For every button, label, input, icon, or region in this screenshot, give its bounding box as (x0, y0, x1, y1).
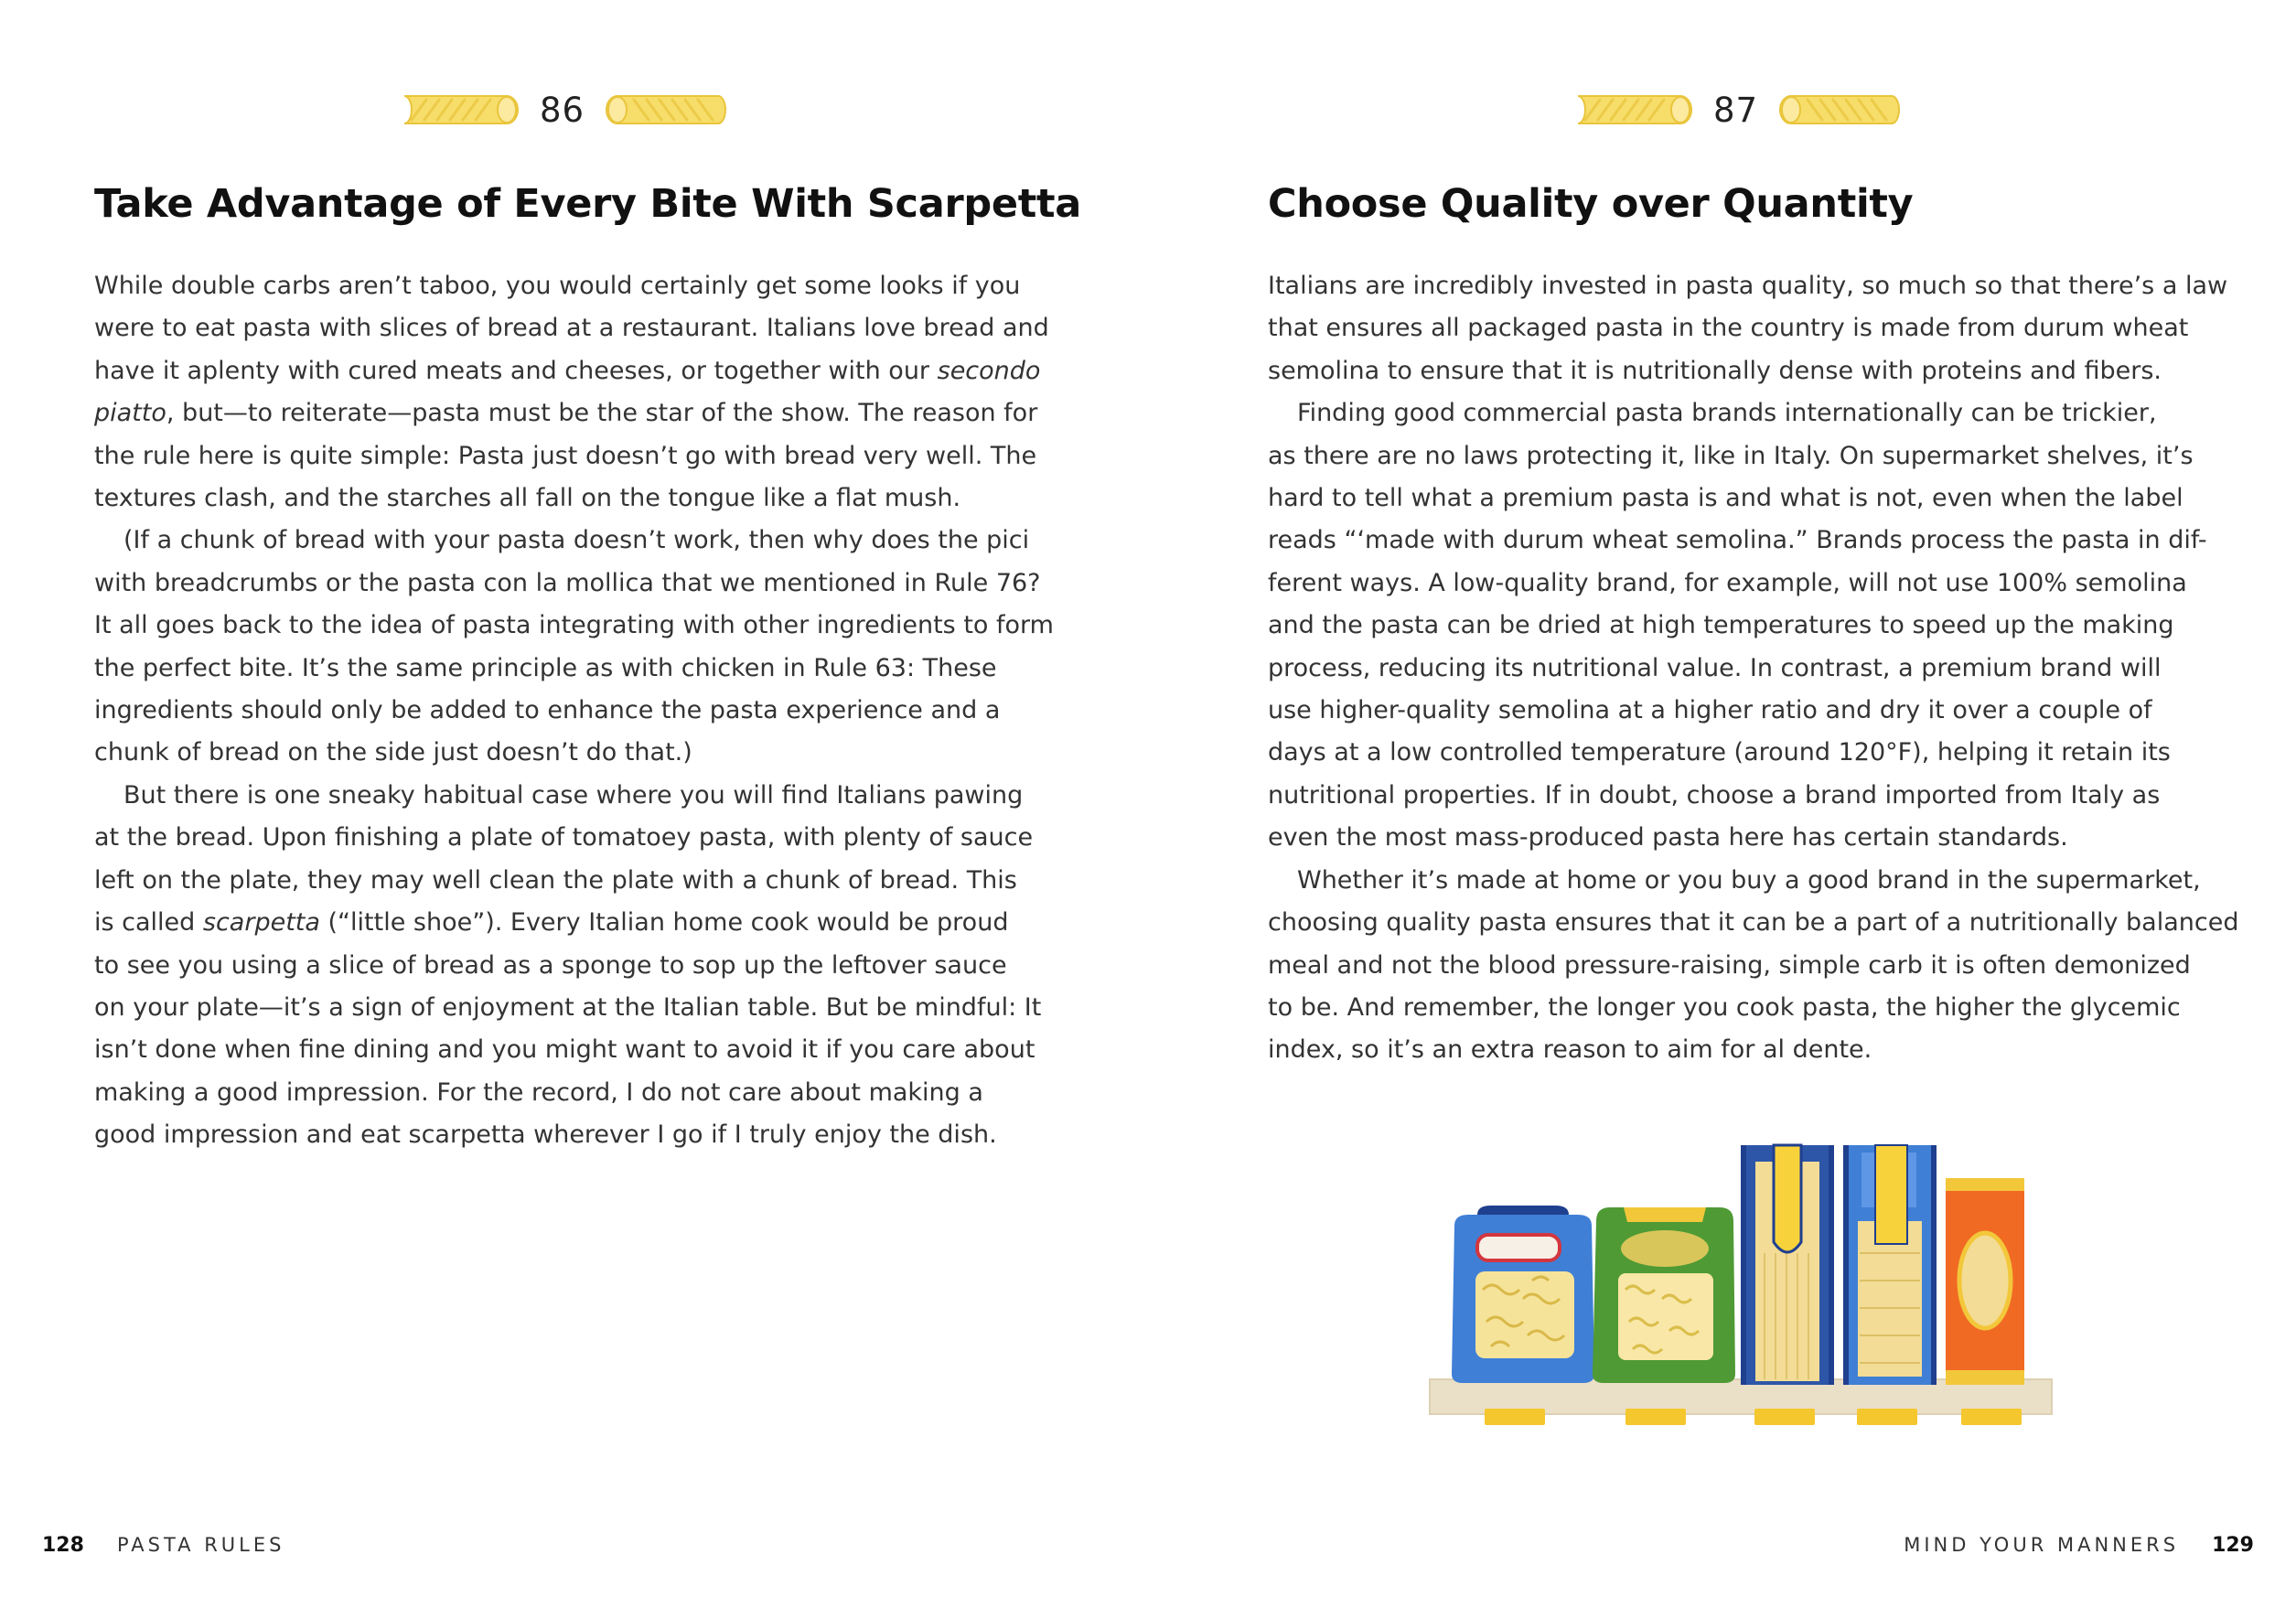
text-run: is called (94, 908, 203, 938)
page-number: 128 (42, 1534, 84, 1557)
text-line: even the most mass-produced pasta here has certain standards. (1268, 823, 2068, 852)
running-head: PASTA RULES (116, 1534, 285, 1556)
text-line: making a good impression. For the record, I do not care about making a (94, 1077, 983, 1107)
page-number: 129 (2212, 1534, 2254, 1557)
text-line: chunk of bread on the side just doesn’t do that.) (94, 738, 692, 767)
text-line: It all goes back to the idea of pasta integrating with other ingredients to form (94, 611, 1054, 640)
body-text (94, 265, 1054, 1157)
text-line: were to eat pasta with slices of bread at a restaurant. Italians love bread and (94, 314, 1049, 343)
text-line: isn’t done when fine dining and you might want to avoid it if you care about (94, 1035, 1035, 1065)
text-line: ingredients should only be added to enhance the pasta experience and a (94, 696, 1001, 725)
blue-pasta-box (1843, 1145, 1937, 1385)
italic-term: secondo (937, 356, 1041, 385)
text-line: hard to tell what a premium pasta is and what is not, even when the label (1268, 484, 2183, 513)
rule-number-badge (1569, 88, 1903, 132)
text-line: at the bread. Upon finishing a plate of tomatoey pasta, with plenty of sauce (94, 823, 1034, 852)
text-line: left on the plate, they may well clean the plate with a chunk of bread. This (94, 865, 1017, 895)
text-line: the rule here is quite simple: Pasta just doesn’t go with bread very well. The (94, 441, 1037, 470)
green-pasta-bag (1593, 1207, 1735, 1383)
penne-noodle-icon (395, 93, 520, 126)
text-line: and the pasta can be dried at high temperatures to speed up the making (1268, 611, 2174, 640)
text-run: (“little shoe”). Every Italian home cook would be proud (319, 908, 1009, 938)
text-line: textures clash, and the starches all fall on the tongue like a flat mush. (94, 484, 961, 513)
italic-term: scarpetta (202, 908, 320, 938)
rule-number-badge (395, 88, 729, 132)
page-footer (42, 1534, 284, 1557)
penne-noodle-icon (1569, 93, 1693, 126)
text-line: meal and not the blood pressure-raising, simple carb it is often demonized (1268, 950, 2191, 980)
text-line (94, 902, 1046, 944)
body-text (1268, 265, 2239, 1072)
text-line: days at a low controlled temperature (around 120°F), helping it retain its (1268, 738, 2171, 767)
text-line: the perfect bite. It’s the same principle as with chicken in Rule 63: These (94, 653, 997, 682)
text-line: choosing quality pasta ensures that it can be a part of a nutritionally balanced (1268, 908, 2239, 938)
text-line: nutritional properties. If in doubt, choose a brand imported from Italy as (1268, 780, 2161, 809)
text-line: Whether it’s made at home or you buy a good brand in the supermarket, (1297, 865, 2201, 895)
text-line: While double carbs aren’t taboo, you would certainly get some looks if you (94, 272, 1021, 300)
orange-pasta-box (1946, 1178, 2024, 1385)
text-line: Finding good commercial pasta brands internationally can be trickier, (1297, 399, 2157, 428)
text-line: But there is one sneaky habitual case where you will find Italians pawing (123, 780, 1024, 809)
italic-term: piatto (94, 399, 166, 428)
text-line: use higher-quality semolina at a higher ratio and dry it over a couple of (1268, 696, 2152, 725)
rule-title: Take Advantage of Every Bite With Scarpetta (94, 181, 1081, 227)
text-line: reads “‘made with durum wheat semolina.” Brands process the pasta in dif- (1268, 526, 2207, 555)
blue-pasta-bag (1452, 1206, 1594, 1383)
text-line (94, 350, 1046, 392)
running-head: MIND YOUR MANNERS (1904, 1534, 2180, 1556)
penne-noodle-icon (605, 93, 729, 126)
penne-noodle-icon (1778, 93, 1903, 126)
text-line: with breadcrumbs or the pasta con la mollica that we mentioned in Rule 76? (94, 568, 1041, 597)
text-line: to see you using a slice of bread as a sponge to sop up the leftover sauce (94, 950, 1007, 980)
text-line: index, so it’s an extra reason to aim for al dente. (1268, 1035, 1872, 1065)
text-line: ferent ways. A low-quality brand, for example, will not use 100% semolina (1268, 568, 2187, 597)
text-run: have it aplenty with cured meats and cheeses, or together with our (94, 356, 938, 385)
text-run: , but—to reiterate—pasta must be the star of the show. The reason for (166, 399, 1038, 428)
text-line: that ensures all packaged pasta in the country is made from durum wheat (1268, 314, 2189, 343)
text-line (94, 392, 1046, 434)
page-footer (1904, 1534, 2254, 1557)
right-page (1148, 0, 2296, 1608)
rule-number: 86 (540, 90, 585, 130)
pasta-shelf-illustration (1422, 1134, 2063, 1436)
text-line: on your plate—it’s a sign of enjoyment at the Italian table. But be mindful: It (94, 992, 1042, 1022)
navy-pasta-box (1741, 1145, 1834, 1385)
text-line: semolina to ensure that it is nutritionally dense with proteins and fibers. (1268, 356, 2162, 385)
text-line: good impression and eat scarpetta wherever I go if I truly enjoy the dish. (94, 1120, 997, 1150)
text-line: (If a chunk of bread with your pasta doesn’t work, then why does the pici (123, 526, 1030, 555)
text-line: Italians are incredibly invested in pasta quality, so much so that there’s a law (1268, 272, 2228, 300)
rule-title: Choose Quality over Quantity (1268, 181, 1914, 227)
rule-number: 87 (1713, 90, 1759, 130)
text-line: as there are no laws protecting it, like in Italy. On supermarket shelves, it’s (1268, 441, 2194, 470)
text-line: to be. And remember, the longer you cook pasta, the higher the glycemic (1268, 992, 2181, 1022)
text-line: process, reducing its nutritional value. In contrast, a premium brand will (1268, 653, 2162, 682)
